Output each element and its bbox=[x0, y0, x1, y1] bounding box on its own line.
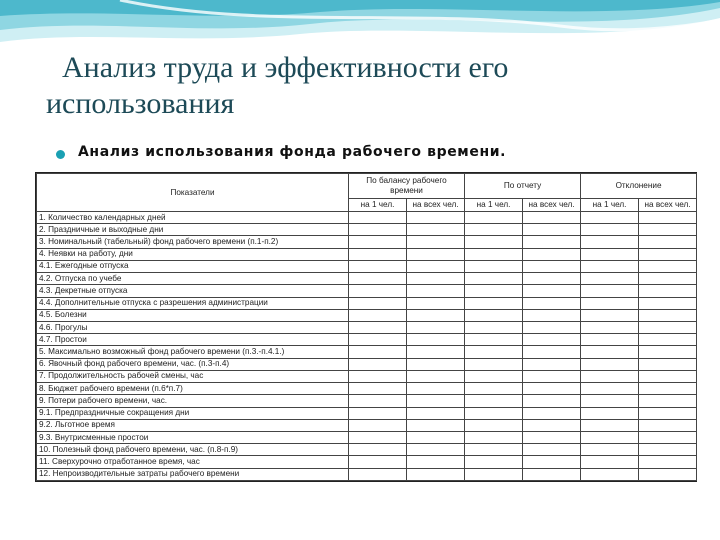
empty-cell bbox=[639, 321, 697, 333]
empty-cell bbox=[581, 346, 639, 358]
empty-cell bbox=[639, 407, 697, 419]
empty-cell bbox=[581, 370, 639, 382]
empty-cell bbox=[639, 285, 697, 297]
row-label: 4.2. Отпуска по учебе bbox=[37, 273, 349, 285]
empty-cell bbox=[407, 419, 465, 431]
table-row bbox=[37, 407, 697, 419]
row-label: 8. Бюджет рабочего времени (п.6*п.7) bbox=[37, 383, 349, 395]
empty-cell bbox=[407, 444, 465, 456]
empty-cell bbox=[523, 248, 581, 260]
row-label: 11. Сверхурочно отработанное время, час bbox=[37, 456, 349, 468]
table-row bbox=[37, 248, 697, 260]
empty-cell bbox=[407, 309, 465, 321]
empty-cell bbox=[407, 285, 465, 297]
empty-cell bbox=[523, 321, 581, 333]
empty-cell bbox=[349, 431, 407, 443]
empty-cell bbox=[581, 407, 639, 419]
table-row bbox=[37, 297, 697, 309]
header-balance: По балансу рабочего времени bbox=[349, 174, 465, 199]
subheader-all: на всех чел. bbox=[523, 199, 581, 212]
empty-cell bbox=[465, 334, 523, 346]
empty-cell bbox=[523, 456, 581, 468]
empty-cell bbox=[581, 297, 639, 309]
empty-cell bbox=[349, 224, 407, 236]
empty-cell bbox=[465, 212, 523, 224]
empty-cell bbox=[581, 456, 639, 468]
row-label: 7. Продолжительность рабочей смены, час bbox=[37, 370, 349, 382]
empty-cell bbox=[349, 456, 407, 468]
empty-cell bbox=[523, 309, 581, 321]
table-row bbox=[37, 346, 697, 358]
empty-cell bbox=[465, 407, 523, 419]
empty-cell bbox=[407, 236, 465, 248]
empty-cell bbox=[465, 309, 523, 321]
empty-cell bbox=[639, 309, 697, 321]
table-row bbox=[37, 212, 697, 224]
empty-cell bbox=[465, 260, 523, 272]
row-label: 4.1. Ежегодные отпуска bbox=[37, 260, 349, 272]
slide-title bbox=[46, 50, 686, 122]
empty-cell bbox=[581, 444, 639, 456]
empty-cell bbox=[407, 224, 465, 236]
empty-cell bbox=[349, 346, 407, 358]
slide-title-line1: Анализ труда и эффективности его bbox=[62, 51, 509, 84]
row-label: 9.1. Предпраздничные сокращения дни bbox=[37, 407, 349, 419]
empty-cell bbox=[465, 236, 523, 248]
empty-cell bbox=[581, 309, 639, 321]
header-deviation: Отклонение bbox=[581, 174, 697, 199]
empty-cell bbox=[639, 444, 697, 456]
empty-cell bbox=[639, 273, 697, 285]
empty-cell bbox=[581, 321, 639, 333]
slide-title-line2: использования bbox=[46, 87, 235, 120]
empty-cell bbox=[581, 334, 639, 346]
work-time-table bbox=[35, 172, 697, 482]
row-label: 9.2. Льготное время bbox=[37, 419, 349, 431]
empty-cell bbox=[639, 383, 697, 395]
empty-cell bbox=[639, 468, 697, 480]
empty-cell bbox=[581, 358, 639, 370]
empty-cell bbox=[639, 248, 697, 260]
table-row bbox=[37, 431, 697, 443]
row-label: 1. Количество календарных дней bbox=[37, 212, 349, 224]
row-label: 12. Непроизводительные затраты рабочего времени bbox=[37, 468, 349, 480]
empty-cell bbox=[639, 224, 697, 236]
empty-cell bbox=[465, 321, 523, 333]
table-row bbox=[37, 383, 697, 395]
empty-cell bbox=[349, 309, 407, 321]
empty-cell bbox=[407, 431, 465, 443]
bullet-text: Анализ использования фонда рабочего времени. bbox=[78, 144, 507, 160]
empty-cell bbox=[639, 297, 697, 309]
table-body bbox=[37, 212, 697, 481]
empty-cell bbox=[639, 419, 697, 431]
row-label: 5. Максимально возможный фонд рабочего времени (п.3.-п.4.1.) bbox=[37, 346, 349, 358]
empty-cell bbox=[523, 358, 581, 370]
empty-cell bbox=[349, 407, 407, 419]
empty-cell bbox=[581, 285, 639, 297]
bullet-dot-icon bbox=[56, 150, 65, 159]
empty-cell bbox=[407, 334, 465, 346]
empty-cell bbox=[639, 431, 697, 443]
empty-cell bbox=[523, 334, 581, 346]
empty-cell bbox=[349, 285, 407, 297]
empty-cell bbox=[465, 419, 523, 431]
header-indicator: Показатели bbox=[37, 174, 349, 212]
empty-cell bbox=[581, 468, 639, 480]
empty-cell bbox=[581, 260, 639, 272]
empty-cell bbox=[523, 444, 581, 456]
empty-cell bbox=[407, 456, 465, 468]
empty-cell bbox=[581, 212, 639, 224]
subheader-per-one: на 1 чел. bbox=[349, 199, 407, 212]
empty-cell bbox=[407, 346, 465, 358]
empty-cell bbox=[639, 260, 697, 272]
empty-cell bbox=[523, 346, 581, 358]
table-row bbox=[37, 334, 697, 346]
empty-cell bbox=[349, 297, 407, 309]
row-label: 2. Праздничные и выходные дни bbox=[37, 224, 349, 236]
empty-cell bbox=[523, 297, 581, 309]
empty-cell bbox=[465, 444, 523, 456]
empty-cell bbox=[639, 370, 697, 382]
empty-cell bbox=[581, 248, 639, 260]
empty-cell bbox=[407, 358, 465, 370]
empty-cell bbox=[407, 273, 465, 285]
empty-cell bbox=[523, 431, 581, 443]
empty-cell bbox=[349, 321, 407, 333]
table-row bbox=[37, 419, 697, 431]
row-label: 4. Неявки на работу, дни bbox=[37, 248, 349, 260]
header-actual: По отчету bbox=[465, 174, 581, 199]
empty-cell bbox=[523, 285, 581, 297]
empty-cell bbox=[465, 358, 523, 370]
empty-cell bbox=[407, 395, 465, 407]
empty-cell bbox=[639, 334, 697, 346]
empty-cell bbox=[349, 334, 407, 346]
empty-cell bbox=[581, 383, 639, 395]
empty-cell bbox=[349, 358, 407, 370]
table-row bbox=[37, 224, 697, 236]
empty-cell bbox=[639, 346, 697, 358]
empty-cell bbox=[407, 260, 465, 272]
row-label: 4.5. Болезни bbox=[37, 309, 349, 321]
empty-cell bbox=[349, 248, 407, 260]
empty-cell bbox=[523, 273, 581, 285]
empty-cell bbox=[639, 212, 697, 224]
empty-cell bbox=[349, 236, 407, 248]
empty-cell bbox=[407, 370, 465, 382]
empty-cell bbox=[465, 383, 523, 395]
empty-cell bbox=[523, 468, 581, 480]
empty-cell bbox=[465, 273, 523, 285]
empty-cell bbox=[639, 236, 697, 248]
empty-cell bbox=[639, 395, 697, 407]
empty-cell bbox=[407, 297, 465, 309]
empty-cell bbox=[523, 260, 581, 272]
empty-cell bbox=[581, 419, 639, 431]
empty-cell bbox=[349, 370, 407, 382]
empty-cell bbox=[349, 395, 407, 407]
empty-cell bbox=[349, 383, 407, 395]
empty-cell bbox=[581, 431, 639, 443]
empty-cell bbox=[639, 358, 697, 370]
table-row bbox=[37, 260, 697, 272]
row-label: 9.3. Внутрисменные простои bbox=[37, 431, 349, 443]
empty-cell bbox=[465, 395, 523, 407]
table-row bbox=[37, 444, 697, 456]
table-row bbox=[37, 456, 697, 468]
empty-cell bbox=[523, 212, 581, 224]
row-label: 6. Явочный фонд рабочего времени, час. (п.3-п.4) bbox=[37, 358, 349, 370]
empty-cell bbox=[523, 224, 581, 236]
empty-cell bbox=[581, 273, 639, 285]
empty-cell bbox=[523, 236, 581, 248]
empty-cell bbox=[465, 431, 523, 443]
row-label: 4.3. Декретные отпуска bbox=[37, 285, 349, 297]
subheader-all: на всех чел. bbox=[639, 199, 697, 212]
empty-cell bbox=[581, 224, 639, 236]
empty-cell bbox=[465, 285, 523, 297]
table-row bbox=[37, 358, 697, 370]
empty-cell bbox=[465, 297, 523, 309]
row-label: 4.6. Прогулы bbox=[37, 321, 349, 333]
empty-cell bbox=[581, 395, 639, 407]
empty-cell bbox=[523, 383, 581, 395]
empty-cell bbox=[407, 407, 465, 419]
empty-cell bbox=[349, 260, 407, 272]
empty-cell bbox=[407, 468, 465, 480]
empty-cell bbox=[465, 248, 523, 260]
row-label: 9. Потери рабочего времени, час. bbox=[37, 395, 349, 407]
subheader-per-one: на 1 чел. bbox=[581, 199, 639, 212]
empty-cell bbox=[465, 456, 523, 468]
table-row bbox=[37, 309, 697, 321]
table-row bbox=[37, 285, 697, 297]
empty-cell bbox=[465, 346, 523, 358]
empty-cell bbox=[349, 468, 407, 480]
table-row bbox=[37, 370, 697, 382]
empty-cell bbox=[639, 456, 697, 468]
empty-cell bbox=[407, 383, 465, 395]
empty-cell bbox=[407, 248, 465, 260]
empty-cell bbox=[465, 468, 523, 480]
empty-cell bbox=[349, 419, 407, 431]
empty-cell bbox=[465, 370, 523, 382]
table-row bbox=[37, 468, 697, 480]
empty-cell bbox=[581, 236, 639, 248]
subheader-per-one: на 1 чел. bbox=[465, 199, 523, 212]
empty-cell bbox=[523, 419, 581, 431]
empty-cell bbox=[523, 407, 581, 419]
table-row bbox=[37, 395, 697, 407]
table-row bbox=[37, 273, 697, 285]
row-label: 10. Полезный фонд рабочего времени, час. (п.8-п.9) bbox=[37, 444, 349, 456]
empty-cell bbox=[407, 321, 465, 333]
subheader-all: на всех чел. bbox=[407, 199, 465, 212]
row-label: 3. Номинальный (табельный) фонд рабочего времени (п.1-п.2) bbox=[37, 236, 349, 248]
empty-cell bbox=[349, 273, 407, 285]
table-row bbox=[37, 321, 697, 333]
empty-cell bbox=[523, 370, 581, 382]
table-row bbox=[37, 236, 697, 248]
row-label: 4.7. Простои bbox=[37, 334, 349, 346]
empty-cell bbox=[407, 212, 465, 224]
empty-cell bbox=[465, 224, 523, 236]
empty-cell bbox=[523, 395, 581, 407]
empty-cell bbox=[349, 444, 407, 456]
empty-cell bbox=[349, 212, 407, 224]
row-label: 4.4. Дополнительные отпуска с разрешения администрации bbox=[37, 297, 349, 309]
